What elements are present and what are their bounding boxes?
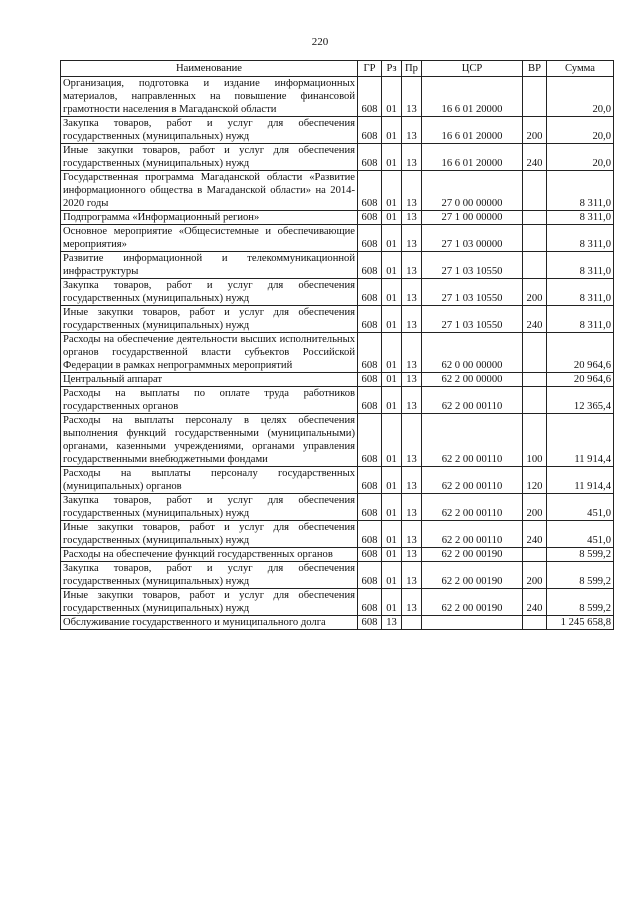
cell-gr: 608 bbox=[358, 562, 382, 589]
table-row bbox=[61, 279, 614, 306]
cell-gr: 608 bbox=[358, 414, 382, 467]
table-row bbox=[61, 333, 614, 373]
cell-gr: 608 bbox=[358, 77, 382, 117]
cell-rz: 01 bbox=[382, 211, 402, 225]
cell-vr bbox=[523, 225, 547, 252]
cell-csr: 62 2 00 00110 bbox=[422, 467, 523, 494]
cell-gr: 608 bbox=[358, 494, 382, 521]
cell-csr: 27 1 00 00000 bbox=[422, 211, 523, 225]
table-row bbox=[61, 616, 614, 630]
cell-sum: 20,0 bbox=[547, 77, 614, 117]
cell-sum: 8 311,0 bbox=[547, 306, 614, 333]
cell-gr: 608 bbox=[358, 171, 382, 211]
cell-sum: 451,0 bbox=[547, 494, 614, 521]
cell-vr bbox=[523, 373, 547, 387]
cell-csr: 62 2 00 00190 bbox=[422, 589, 523, 616]
cell-rz: 01 bbox=[382, 333, 402, 373]
table-row bbox=[61, 252, 614, 279]
cell-name: Расходы на выплаты персоналу в целях обеспечения выполнения функций государственными (муниципальными) органами, казенными учреждениями, органами управления государственными внебюджетными фондами bbox=[61, 414, 358, 467]
cell-pr: 13 bbox=[402, 306, 422, 333]
cell-csr: 27 0 00 00000 bbox=[422, 171, 523, 211]
header-rz: Рз bbox=[382, 61, 402, 77]
table-body bbox=[61, 77, 614, 630]
cell-rz: 01 bbox=[382, 414, 402, 467]
cell-sum: 20,0 bbox=[547, 117, 614, 144]
cell-csr: 62 2 00 00000 bbox=[422, 373, 523, 387]
cell-sum: 8 599,2 bbox=[547, 562, 614, 589]
cell-vr: 100 bbox=[523, 414, 547, 467]
cell-pr: 13 bbox=[402, 562, 422, 589]
table-row bbox=[61, 589, 614, 616]
cell-vr bbox=[523, 252, 547, 279]
cell-name: Закупка товаров, работ и услуг для обеспечения государственных (муниципальных) нужд bbox=[61, 117, 358, 144]
cell-gr: 608 bbox=[358, 333, 382, 373]
table-row bbox=[61, 521, 614, 548]
table-row bbox=[61, 144, 614, 171]
cell-sum: 8 311,0 bbox=[547, 171, 614, 211]
cell-name: Расходы на выплаты по оплате труда работников государственных органов bbox=[61, 387, 358, 414]
cell-rz: 01 bbox=[382, 77, 402, 117]
cell-vr: 200 bbox=[523, 117, 547, 144]
table-row bbox=[61, 225, 614, 252]
cell-sum: 8 311,0 bbox=[547, 279, 614, 306]
cell-name: Государственная программа Магаданской области «Развитие информационного общества в Магаданской области» на 2014-2020 годы bbox=[61, 171, 358, 211]
cell-name: Организация, подготовка и издание информационных материалов, направленных на повышение финансовой грамотности населения в Магаданской области bbox=[61, 77, 358, 117]
cell-vr bbox=[523, 387, 547, 414]
cell-csr: 27 1 03 10550 bbox=[422, 279, 523, 306]
cell-name: Расходы на выплаты персоналу государственных (муниципальных) органов bbox=[61, 467, 358, 494]
cell-rz: 01 bbox=[382, 225, 402, 252]
cell-pr: 13 bbox=[402, 252, 422, 279]
cell-vr: 240 bbox=[523, 589, 547, 616]
cell-csr: 27 1 03 10550 bbox=[422, 306, 523, 333]
cell-gr: 608 bbox=[358, 467, 382, 494]
table-header-row bbox=[61, 61, 614, 77]
cell-pr: 13 bbox=[402, 414, 422, 467]
cell-csr: 27 1 03 10550 bbox=[422, 252, 523, 279]
cell-pr: 13 bbox=[402, 211, 422, 225]
cell-sum: 20 964,6 bbox=[547, 373, 614, 387]
cell-vr: 240 bbox=[523, 521, 547, 548]
table-row bbox=[61, 467, 614, 494]
cell-pr: 13 bbox=[402, 225, 422, 252]
cell-rz: 01 bbox=[382, 373, 402, 387]
cell-vr bbox=[523, 333, 547, 373]
cell-name: Закупка товаров, работ и услуг для обеспечения государственных (муниципальных) нужд bbox=[61, 562, 358, 589]
cell-rz: 01 bbox=[382, 467, 402, 494]
cell-pr: 13 bbox=[402, 548, 422, 562]
cell-rz: 01 bbox=[382, 387, 402, 414]
cell-gr: 608 bbox=[358, 616, 382, 630]
page-number: 220 bbox=[311, 36, 329, 48]
header-pr: Пр bbox=[402, 61, 422, 77]
cell-gr: 608 bbox=[358, 225, 382, 252]
cell-csr: 62 2 00 00190 bbox=[422, 548, 523, 562]
cell-pr: 13 bbox=[402, 521, 422, 548]
cell-name: Подпрограмма «Информационный регион» bbox=[61, 211, 358, 225]
cell-csr: 62 0 00 00000 bbox=[422, 333, 523, 373]
cell-vr bbox=[523, 548, 547, 562]
cell-gr: 608 bbox=[358, 252, 382, 279]
table-row bbox=[61, 414, 614, 467]
cell-gr: 608 bbox=[358, 387, 382, 414]
cell-gr: 608 bbox=[358, 373, 382, 387]
cell-pr: 13 bbox=[402, 279, 422, 306]
cell-rz: 01 bbox=[382, 306, 402, 333]
cell-name: Закупка товаров, работ и услуг для обеспечения государственных (муниципальных) нужд bbox=[61, 494, 358, 521]
cell-csr: 62 2 00 00110 bbox=[422, 521, 523, 548]
cell-name: Основное мероприятие «Общесистемные и обеспечивающие мероприятия» bbox=[61, 225, 358, 252]
header-gr: ГР bbox=[358, 61, 382, 77]
cell-sum: 1 245 658,8 bbox=[547, 616, 614, 630]
cell-vr: 200 bbox=[523, 279, 547, 306]
table-row bbox=[61, 211, 614, 225]
cell-name: Расходы на обеспечение деятельности высших исполнительных органов государственной власти субъектов Российской Федерации в рамках непрограммных мероприятий bbox=[61, 333, 358, 373]
header-vr: ВР bbox=[523, 61, 547, 77]
cell-rz: 01 bbox=[382, 589, 402, 616]
cell-sum: 11 914,4 bbox=[547, 414, 614, 467]
cell-vr bbox=[523, 211, 547, 225]
table-row bbox=[61, 494, 614, 521]
cell-vr: 200 bbox=[523, 494, 547, 521]
cell-pr: 13 bbox=[402, 144, 422, 171]
cell-pr: 13 bbox=[402, 494, 422, 521]
cell-sum: 20,0 bbox=[547, 144, 614, 171]
cell-sum: 12 365,4 bbox=[547, 387, 614, 414]
cell-csr bbox=[422, 616, 523, 630]
cell-vr bbox=[523, 171, 547, 211]
cell-gr: 608 bbox=[358, 279, 382, 306]
table-row bbox=[61, 562, 614, 589]
cell-rz: 01 bbox=[382, 144, 402, 171]
cell-gr: 608 bbox=[358, 144, 382, 171]
cell-name: Центральный аппарат bbox=[61, 373, 358, 387]
cell-csr: 62 2 00 00110 bbox=[422, 414, 523, 467]
cell-csr: 16 6 01 20000 bbox=[422, 117, 523, 144]
cell-rz: 01 bbox=[382, 521, 402, 548]
cell-vr bbox=[523, 77, 547, 117]
cell-rz: 01 bbox=[382, 548, 402, 562]
cell-csr: 62 2 00 00110 bbox=[422, 387, 523, 414]
cell-rz: 01 bbox=[382, 252, 402, 279]
cell-pr: 13 bbox=[402, 373, 422, 387]
cell-name: Развитие информационной и телекоммуникационной инфраструктуры bbox=[61, 252, 358, 279]
cell-sum: 8 311,0 bbox=[547, 252, 614, 279]
cell-name: Закупка товаров, работ и услуг для обеспечения государственных (муниципальных) нужд bbox=[61, 279, 358, 306]
header-sum: Сумма bbox=[547, 61, 614, 77]
cell-name: Иные закупки товаров, работ и услуг для обеспечения государственных (муниципальных) нужд bbox=[61, 589, 358, 616]
cell-gr: 608 bbox=[358, 548, 382, 562]
cell-pr: 13 bbox=[402, 117, 422, 144]
cell-rz: 01 bbox=[382, 494, 402, 521]
cell-gr: 608 bbox=[358, 521, 382, 548]
cell-pr: 13 bbox=[402, 589, 422, 616]
table-row bbox=[61, 77, 614, 117]
cell-rz: 01 bbox=[382, 279, 402, 306]
cell-csr: 62 2 00 00190 bbox=[422, 562, 523, 589]
cell-vr: 200 bbox=[523, 562, 547, 589]
cell-csr: 62 2 00 00110 bbox=[422, 494, 523, 521]
cell-vr bbox=[523, 616, 547, 630]
budget-table bbox=[60, 60, 614, 630]
cell-gr: 608 bbox=[358, 589, 382, 616]
cell-rz: 01 bbox=[382, 171, 402, 211]
table-row bbox=[61, 306, 614, 333]
cell-vr: 240 bbox=[523, 306, 547, 333]
cell-sum: 8 311,0 bbox=[547, 225, 614, 252]
cell-pr: 13 bbox=[402, 171, 422, 211]
cell-name: Иные закупки товаров, работ и услуг для обеспечения государственных (муниципальных) нужд bbox=[61, 306, 358, 333]
cell-sum: 11 914,4 bbox=[547, 467, 614, 494]
cell-sum: 451,0 bbox=[547, 521, 614, 548]
cell-pr bbox=[402, 616, 422, 630]
table-row bbox=[61, 548, 614, 562]
table-row bbox=[61, 373, 614, 387]
cell-gr: 608 bbox=[358, 211, 382, 225]
cell-pr: 13 bbox=[402, 77, 422, 117]
cell-sum: 8 599,2 bbox=[547, 548, 614, 562]
cell-pr: 13 bbox=[402, 333, 422, 373]
cell-gr: 608 bbox=[358, 306, 382, 333]
cell-name: Иные закупки товаров, работ и услуг для обеспечения государственных (муниципальных) нужд bbox=[61, 521, 358, 548]
cell-sum: 8 599,2 bbox=[547, 589, 614, 616]
header-name: Наименование bbox=[61, 61, 358, 77]
cell-sum: 8 311,0 bbox=[547, 211, 614, 225]
cell-vr: 240 bbox=[523, 144, 547, 171]
cell-rz: 01 bbox=[382, 562, 402, 589]
cell-pr: 13 bbox=[402, 387, 422, 414]
table-row bbox=[61, 171, 614, 211]
cell-gr: 608 bbox=[358, 117, 382, 144]
table-row bbox=[61, 117, 614, 144]
cell-csr: 27 1 03 00000 bbox=[422, 225, 523, 252]
cell-rz: 13 bbox=[382, 616, 402, 630]
cell-sum: 20 964,6 bbox=[547, 333, 614, 373]
cell-csr: 16 6 01 20000 bbox=[422, 77, 523, 117]
cell-rz: 01 bbox=[382, 117, 402, 144]
cell-pr: 13 bbox=[402, 467, 422, 494]
table-row bbox=[61, 387, 614, 414]
cell-csr: 16 6 01 20000 bbox=[422, 144, 523, 171]
cell-vr: 120 bbox=[523, 467, 547, 494]
cell-name: Иные закупки товаров, работ и услуг для обеспечения государственных (муниципальных) нужд bbox=[61, 144, 358, 171]
cell-name: Расходы на обеспечение функций государственных органов bbox=[61, 548, 358, 562]
header-csr: ЦСР bbox=[422, 61, 523, 77]
cell-name: Обслуживание государственного и муниципального долга bbox=[61, 616, 358, 630]
